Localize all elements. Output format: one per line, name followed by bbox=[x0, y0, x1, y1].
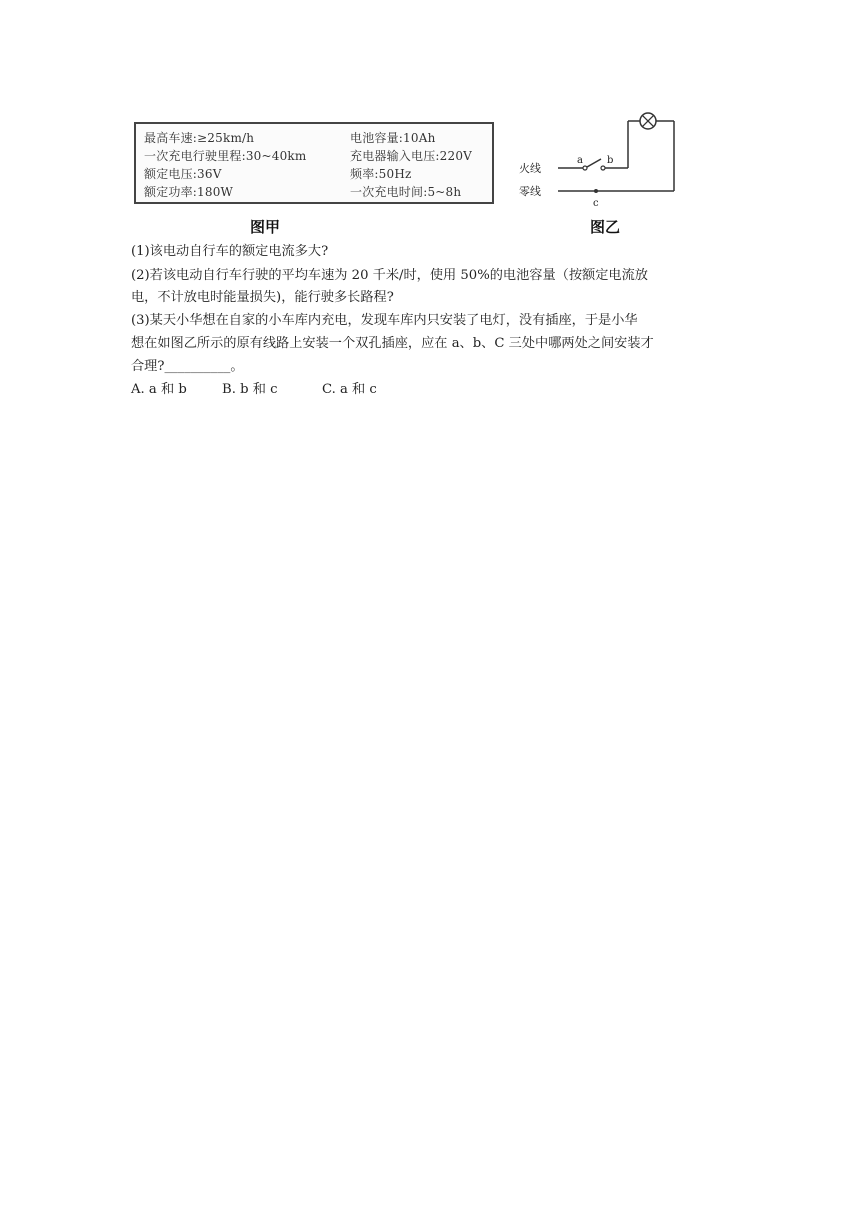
spec-frequency: 频率:50Hz bbox=[350, 167, 412, 181]
lamp-icon bbox=[640, 113, 656, 129]
figure-b-caption: 图乙 bbox=[590, 218, 621, 236]
spec-battery-capacity: 电池容量:10Ah bbox=[350, 131, 436, 145]
question-1: (1)该电动自行车的额定电流多大? bbox=[131, 244, 329, 259]
switch-contact-b bbox=[601, 166, 605, 170]
question-3-line-3: 合理?__________。 bbox=[131, 359, 244, 374]
spec-rated-voltage: 额定电压:36V bbox=[144, 167, 222, 181]
question-2-line-1: (2)若该电动自行车行驶的平均车速为 20 千米/时，使用 50%的电池容量（按额定电流放 bbox=[131, 268, 648, 283]
spec-rated-power: 额定功率:180W bbox=[144, 185, 234, 199]
switch-blade bbox=[587, 159, 601, 167]
point-c-label: c bbox=[593, 198, 599, 209]
question-3-line-1: (3)某天小华想在自家的小车库内充电，发现车库内只安装了电灯，没有插座，于是小华 bbox=[131, 313, 638, 328]
option-c: C. a 和 c bbox=[322, 382, 377, 397]
live-wire-label: 火线 bbox=[519, 162, 541, 175]
neutral-wire-label: 零线 bbox=[519, 185, 541, 198]
option-a: A. a 和 b bbox=[131, 382, 187, 397]
question-3-line-2: 想在如图乙所示的原有线路上安装一个双孔插座，应在 a、b、C 三处中哪两处之间安装才 bbox=[131, 336, 654, 351]
spec-max-speed: 最高车速:≥25km/h bbox=[144, 131, 255, 145]
point-b-label: b bbox=[607, 155, 614, 166]
point-c-dot bbox=[594, 189, 598, 193]
figure-a-caption: 图甲 bbox=[250, 218, 281, 236]
spec-table bbox=[134, 122, 494, 204]
switch-contact-a bbox=[583, 166, 587, 170]
spec-charge-time: 一次充电时间:5~8h bbox=[350, 185, 462, 199]
circuit-diagram bbox=[515, 108, 695, 218]
spec-charger-voltage: 充电器输入电压:220V bbox=[350, 149, 473, 163]
spec-range: 一次充电行驶里程:30~40km bbox=[144, 149, 307, 163]
option-b: B. b 和 c bbox=[222, 382, 278, 397]
question-2-line-2: 电，不计放电时能量损失)，能行驶多长路程? bbox=[131, 290, 394, 305]
point-a-label: a bbox=[577, 155, 583, 166]
